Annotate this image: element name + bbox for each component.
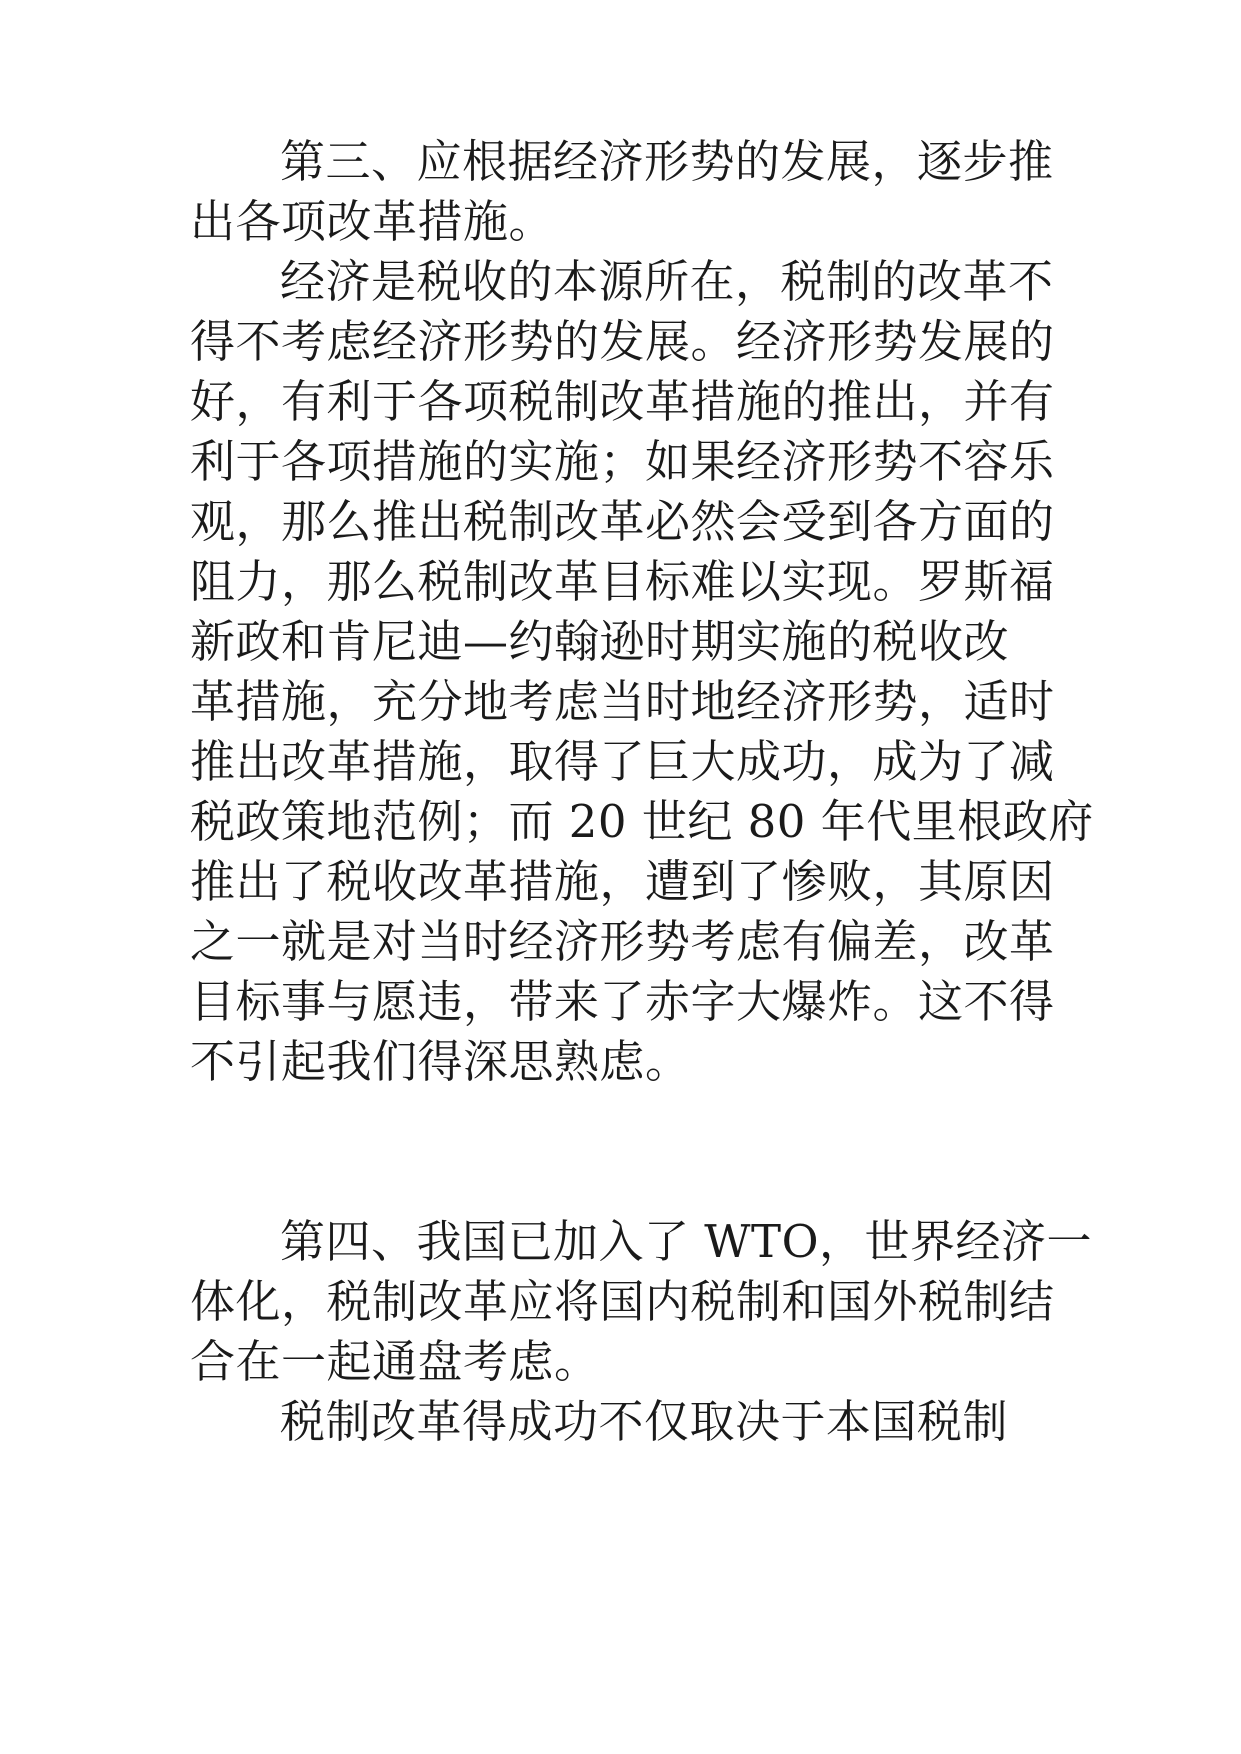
paragraph-line: 目标事与愿违，带来了赤字大爆炸。这不得 — [190, 975, 1055, 1028]
paragraph-line: 不引起我们得深思熟虑。 — [190, 1035, 691, 1088]
paragraph-line: 推出了税收改革措施，遭到了惨败，其原因 — [190, 855, 1055, 908]
paragraph-line: 利于各项措施的实施；如果经济形势不容乐 — [190, 435, 1055, 488]
paragraph-line: 税政策地范例；而 20 世纪 80 年代里根政府 — [190, 795, 1094, 848]
paragraph-line: 得不考虑经济形势的发展。经济形势发展的 — [190, 315, 1055, 368]
paragraph-line: 革措施，充分地考虑当时地经济形势，适时 — [190, 675, 1055, 728]
heading-point-four-line-2: 体化，税制改革应将国内税制和国外税制结 — [190, 1275, 1055, 1328]
heading-point-three-line-1: 第三、应根据经济形势的发展，逐步推 — [280, 135, 1054, 188]
paragraph-line: 之一就是对当时经济形势考虑有偏差，改革 — [190, 915, 1055, 968]
paragraph-line: 新政和肯尼迪—约翰逊时期实施的税收改 — [190, 615, 1010, 668]
paragraph-line: 观，那么推出税制改革必然会受到各方面的 — [190, 495, 1055, 548]
paragraph-line: 经济是税收的本源所在，税制的改革不 — [280, 255, 1054, 308]
paragraph-line: 好，有利于各项税制改革措施的推出，并有 — [190, 375, 1055, 428]
heading-point-three-line-2: 出各项改革措施。 — [190, 195, 555, 248]
heading-point-four-line-3: 合在一起通盘考虑。 — [190, 1335, 600, 1388]
paragraph-line: 税制改革得成功不仅取决于本国税制 — [280, 1395, 1009, 1448]
paragraph-line: 阻力，那么税制改革目标难以实现。罗斯福 — [190, 555, 1055, 608]
paragraph-line: 推出改革措施，取得了巨大成功，成为了减 — [190, 735, 1055, 788]
heading-point-four-line-1: 第四、我国已加入了 WTO，世界经济一 — [280, 1215, 1092, 1268]
